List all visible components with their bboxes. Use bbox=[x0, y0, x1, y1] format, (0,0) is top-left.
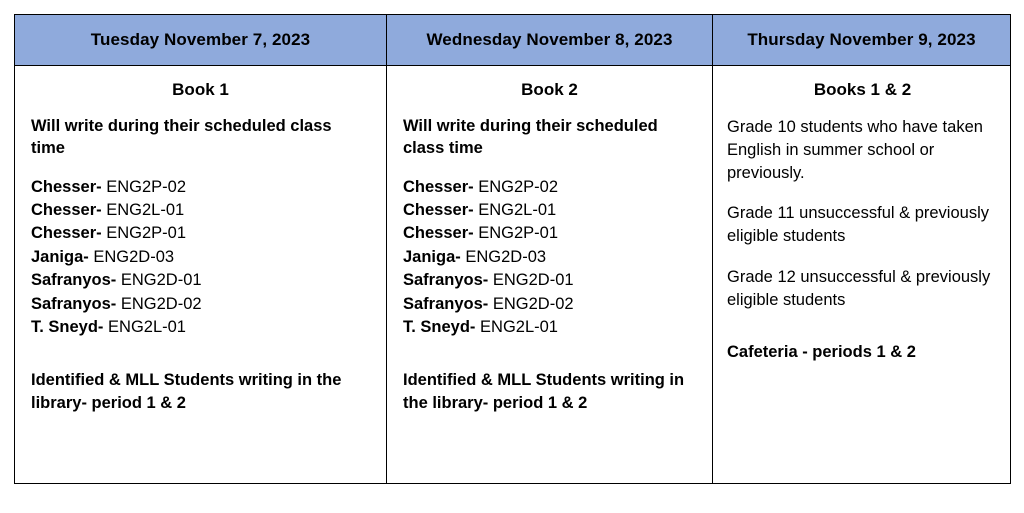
course-code: ENG2D-01 bbox=[492, 271, 574, 290]
course-code: ENG2L-01 bbox=[106, 200, 185, 219]
course-code: ENG2P-02 bbox=[478, 177, 559, 196]
list-item bbox=[403, 199, 696, 222]
cell-day3 bbox=[713, 66, 1011, 484]
teacher-name: Chesser- bbox=[403, 200, 474, 219]
teacher-name: Janiga- bbox=[31, 247, 89, 266]
teacher-name: T. Sneyd- bbox=[403, 318, 476, 337]
cell-day1 bbox=[15, 66, 387, 484]
day1-roster bbox=[31, 176, 370, 340]
day1-footnote: Identified & MLL Students writing in the library- period 1 & 2 bbox=[31, 371, 342, 412]
list-item bbox=[403, 246, 696, 269]
teacher-name: T. Sneyd- bbox=[31, 318, 104, 337]
course-code: ENG2D-02 bbox=[120, 294, 202, 313]
teacher-name: Janiga- bbox=[403, 247, 461, 266]
course-code: ENG2P-01 bbox=[106, 224, 187, 243]
course-code: ENG2L-01 bbox=[480, 318, 558, 337]
day2-roster bbox=[403, 176, 696, 340]
list-item bbox=[31, 293, 370, 316]
teacher-name: Chesser- bbox=[403, 177, 474, 196]
teacher-name: Chesser- bbox=[31, 224, 102, 243]
day3-paragraph-grade11: Grade 11 unsuccessful & previously eligible students bbox=[727, 204, 989, 246]
list-item bbox=[31, 246, 370, 269]
day2-book-title: Book 2 bbox=[521, 80, 578, 99]
day2-content bbox=[387, 66, 712, 424]
teacher-name: Chesser- bbox=[403, 224, 474, 243]
list-item bbox=[31, 269, 370, 292]
list-item bbox=[403, 269, 696, 292]
table-header-row bbox=[15, 15, 1011, 66]
course-code: ENG2P-01 bbox=[478, 224, 559, 243]
teacher-name: Safranyos- bbox=[31, 294, 117, 313]
list-item bbox=[403, 316, 696, 339]
teacher-name: Safranyos- bbox=[31, 271, 117, 290]
teacher-name: Safranyos- bbox=[403, 271, 489, 290]
column-header-day2: Wednesday November 8, 2023 bbox=[387, 15, 713, 66]
course-code: ENG2D-02 bbox=[492, 294, 574, 313]
course-code: ENG2P-02 bbox=[106, 177, 187, 196]
teacher-name: Chesser- bbox=[31, 200, 102, 219]
course-code: ENG2D-03 bbox=[93, 247, 175, 266]
day2-footnote: Identified & MLL Students writing in the library- period 1 & 2 bbox=[403, 371, 685, 412]
column-header-day3: Thursday November 9, 2023 bbox=[713, 15, 1011, 66]
course-code: ENG2L-01 bbox=[478, 200, 557, 219]
course-code: ENG2D-03 bbox=[465, 247, 547, 266]
list-item bbox=[403, 293, 696, 316]
teacher-name: Chesser- bbox=[31, 177, 102, 196]
list-item bbox=[31, 176, 370, 199]
list-item bbox=[31, 316, 370, 339]
day1-lead-text: Will write during their scheduled class time bbox=[31, 117, 332, 157]
list-item bbox=[403, 176, 696, 199]
course-code: ENG2D-01 bbox=[120, 271, 202, 290]
day3-cafeteria-note: Cafeteria - periods 1 & 2 bbox=[727, 343, 916, 362]
cell-day2 bbox=[387, 66, 713, 484]
schedule-table bbox=[14, 14, 1011, 484]
list-item bbox=[403, 222, 696, 245]
day3-content bbox=[713, 66, 1010, 372]
course-code: ENG2L-01 bbox=[108, 318, 186, 337]
day2-lead-text: Will write during their scheduled class time bbox=[403, 117, 658, 157]
list-item bbox=[31, 222, 370, 245]
day1-content bbox=[15, 66, 386, 424]
day3-paragraph-grade10: Grade 10 students who have taken English in summer school or previously. bbox=[727, 118, 983, 182]
list-item bbox=[31, 199, 370, 222]
column-header-day1: Tuesday November 7, 2023 bbox=[15, 15, 387, 66]
day1-book-title: Book 1 bbox=[172, 80, 229, 99]
teacher-name: Safranyos- bbox=[403, 294, 489, 313]
day3-paragraph-grade12: Grade 12 unsuccessful & previously eligible students bbox=[727, 267, 991, 309]
schedule-document bbox=[0, 14, 1024, 513]
table-row bbox=[15, 66, 1011, 484]
day3-book-title: Books 1 & 2 bbox=[813, 80, 912, 99]
